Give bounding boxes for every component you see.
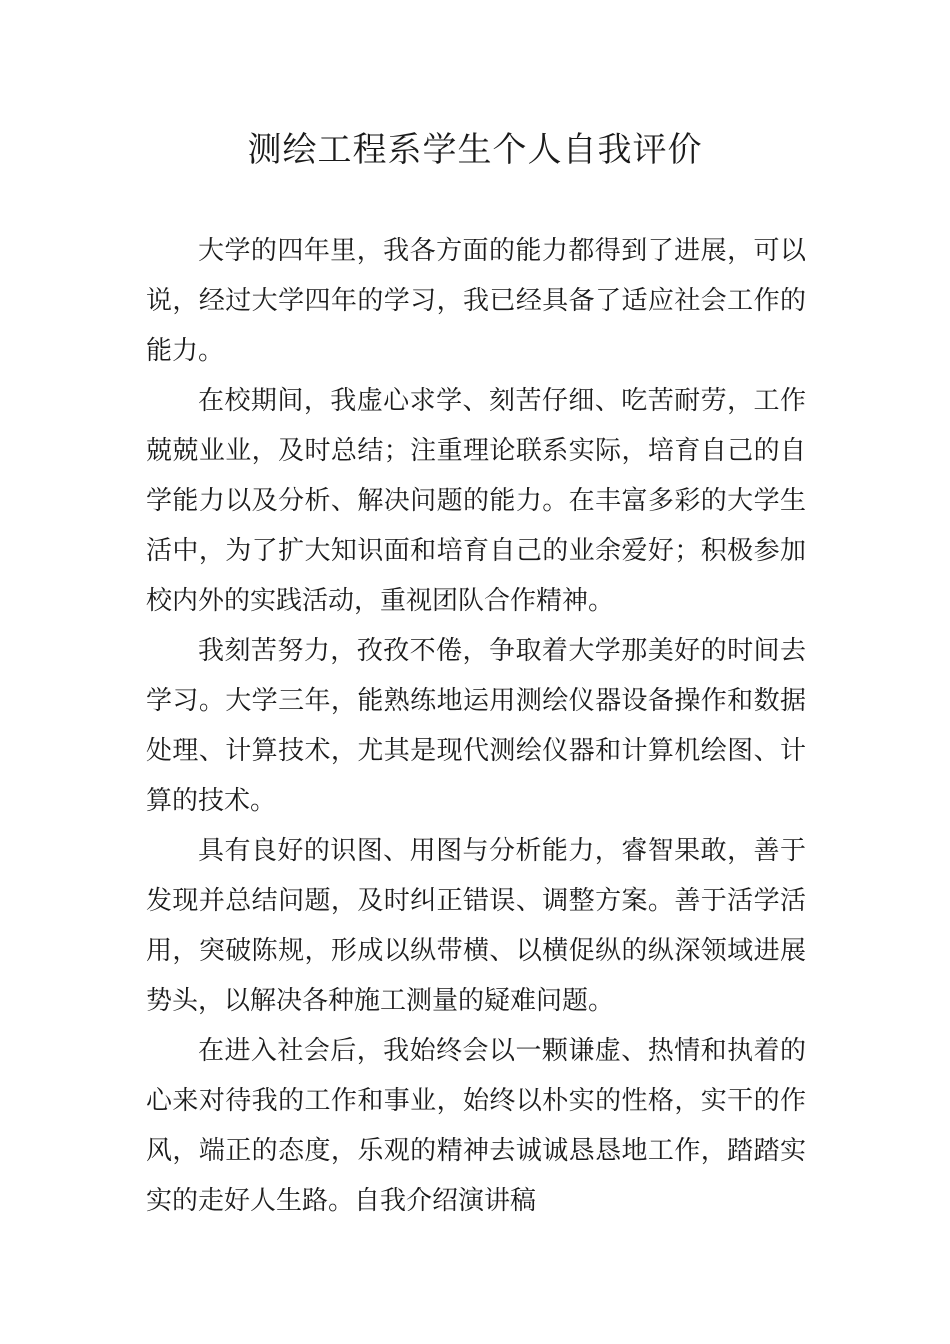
body-paragraph-4: 具有良好的识图、用图与分析能力，睿智果敢，善于发现并总结问题，及时纠正错误、调整方案。善于活学活用，突破陈规，形成以纵带横、以横促纵的纵深领域进展势头，以解决各种施工测量的疑难问题。 — [146, 836, 806, 1016]
body-paragraph-1: 大学的四年里，我各方面的能力都得到了进展，可以说，经过大学四年的学习，我已经具备了适应社会工作的能力。 — [146, 236, 806, 366]
document-body — [146, 226, 806, 1226]
body-paragraph-5: 在进入社会后，我始终会以一颗谦虚、热情和执着的心来对待我的工作和事业，始终以朴实的性格，实干的作风，端正的态度，乐观的精神去诚诚恳恳地工作，踏踏实实的走好人生路。自我介绍演讲稿 — [146, 1036, 806, 1216]
body-paragraph-2: 在校期间，我虚心求学、刻苦仔细、吃苦耐劳，工作兢兢业业，及时总结；注重理论联系实际，培育自己的自学能力以及分析、解决问题的能力。在丰富多彩的大学生活中，为了扩大知识面和培育自己的业余爱好；积极参加校内外的实践活动，重视团队合作精神。 — [146, 386, 806, 616]
document-title: 测绘工程系学生个人自我评价 — [247, 130, 703, 170]
body-paragraph-3: 我刻苦努力，孜孜不倦，争取着大学那美好的时间去学习。大学三年，能熟练地运用测绘仪器设备操作和数据处理、计算技术，尤其是现代测绘仪器和计算机绘图、计算的技术。 — [146, 636, 806, 816]
